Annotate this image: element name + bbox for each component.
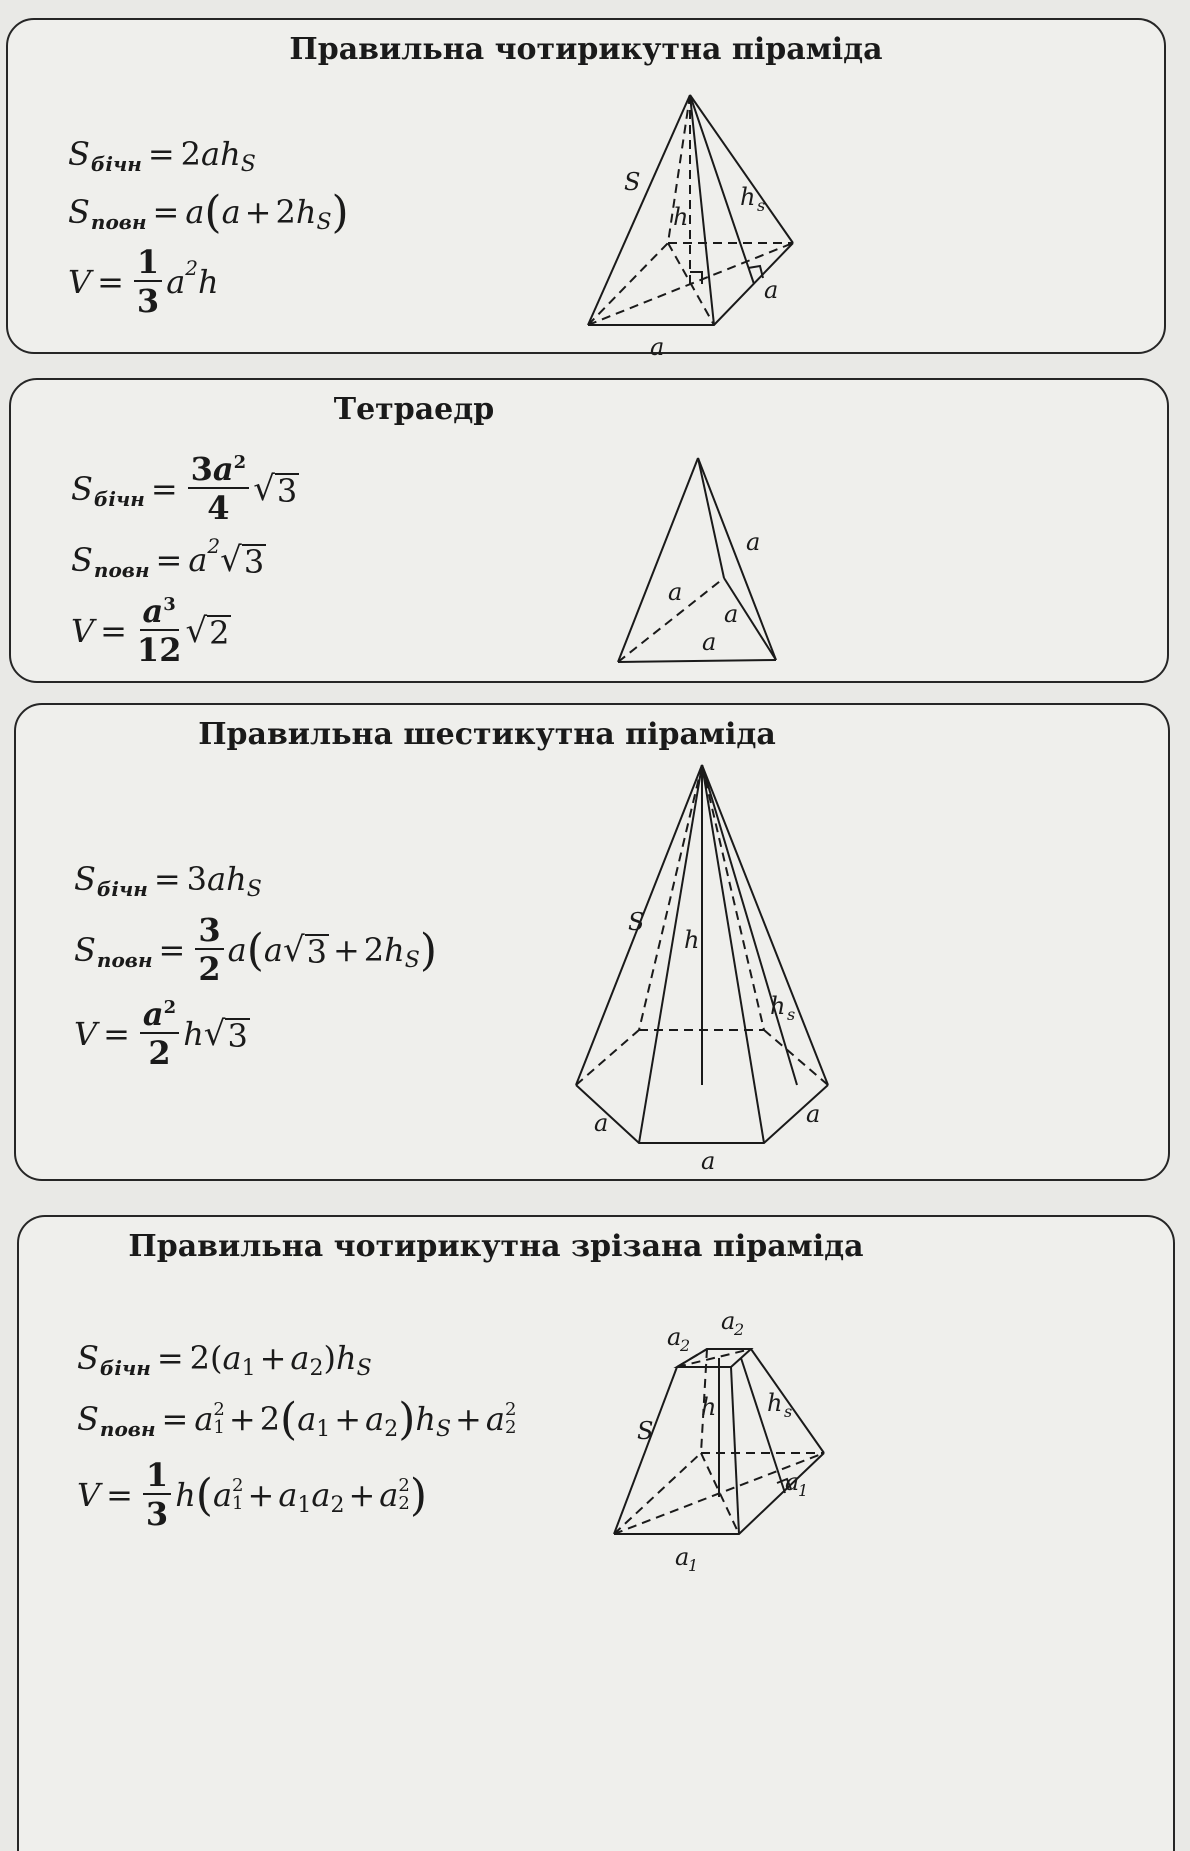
tetrahedron-edges xyxy=(618,458,776,662)
bottom-side-label: a xyxy=(675,1543,690,1571)
height-label: h xyxy=(684,926,700,954)
volume-formula: V = $\frac{a^2}{2}$ h √ 3 xyxy=(74,994,248,1072)
svg-text:2: 2 xyxy=(680,1336,691,1355)
formula-block xyxy=(68,125,349,323)
section-title: Правильна шестикутна піраміда xyxy=(198,717,776,752)
slant-edge-label: S xyxy=(624,168,641,196)
svg-text:2: 2 xyxy=(734,1320,745,1339)
total-area-formula: S повн = $\frac{3}{2}$ a ( a √ 3 + 2 h S ) xyxy=(74,910,437,988)
bottom-side-label: a xyxy=(785,1468,800,1496)
formula-block xyxy=(77,1329,516,1539)
apothem-label: h xyxy=(740,183,756,211)
side-label: a xyxy=(594,1109,609,1137)
frustum-figure xyxy=(589,1287,879,1575)
svg-text:s: s xyxy=(784,1402,793,1421)
height-label: h xyxy=(673,203,689,231)
formula-block xyxy=(74,850,437,1076)
svg-text:s: s xyxy=(757,196,766,215)
svg-text:s: s xyxy=(787,1005,796,1024)
slant-edge-label: S xyxy=(628,908,645,936)
side-label: a xyxy=(701,1147,716,1175)
section-title: Правильна чотирикутна зрізана піраміда xyxy=(128,1229,864,1264)
total-area-formula: S повн = a 2 1 + 2 ( a 1 + a 2 ) h S + a 2 2 xyxy=(77,1393,517,1445)
apothem-label: h xyxy=(767,1389,783,1417)
card-hexagonal-pyramid xyxy=(14,703,1170,1181)
card-tetrahedron xyxy=(9,378,1169,683)
side-label: a xyxy=(806,1100,821,1128)
height-label: h xyxy=(701,1393,717,1421)
total-area-formula: S повн = a 2 √ 3 xyxy=(71,534,265,582)
total-area-formula: S повн = a ( a + 2 h S ) xyxy=(68,186,349,238)
slant-edge-label: S xyxy=(637,1417,654,1445)
volume-formula: V = $\frac{1}{3}$ h ( a 2 1 + a 1 a 2 + a 2 2 ) xyxy=(77,1455,427,1533)
section-title: Правильна чотирикутна піраміда xyxy=(289,32,883,67)
top-side-label: a xyxy=(667,1323,682,1351)
card-frustum xyxy=(17,1215,1175,1851)
svg-text:1: 1 xyxy=(798,1481,809,1500)
base-label: a xyxy=(650,333,665,361)
lateral-area-formula: S бічн = 2( a 1 + a 2 ) h S xyxy=(77,1339,372,1381)
edge-label: a xyxy=(746,528,761,556)
pyramid-edges xyxy=(576,765,828,1143)
edge-label: a xyxy=(724,600,739,628)
volume-formula: V = $\frac{a^3}{12}$ √ 2 xyxy=(71,591,230,669)
edge-label: a xyxy=(702,628,717,656)
volume-formula: V = $\frac{1}{3}$ a 2 h xyxy=(68,242,219,320)
hexagonal-pyramid-figure xyxy=(566,760,856,1175)
tetrahedron-figure xyxy=(606,450,806,670)
top-side-label: a xyxy=(721,1307,736,1335)
square-pyramid-figure xyxy=(568,80,828,361)
lateral-area-formula: S бічн = 2 ah S xyxy=(68,135,256,177)
lateral-area-formula: S бічн = 3 ah S xyxy=(74,860,262,902)
section-title: Тетраедр xyxy=(333,392,495,427)
lateral-area-formula: S бічн = $\frac{3a^2}{4}$ √ 3 xyxy=(71,449,298,527)
card-square-pyramid xyxy=(6,18,1166,361)
apothem-label: h xyxy=(770,992,786,1020)
side-label: a xyxy=(764,276,779,304)
svg-text:1: 1 xyxy=(688,1556,699,1575)
formula-block xyxy=(71,448,299,672)
edge-label: a xyxy=(668,578,683,606)
